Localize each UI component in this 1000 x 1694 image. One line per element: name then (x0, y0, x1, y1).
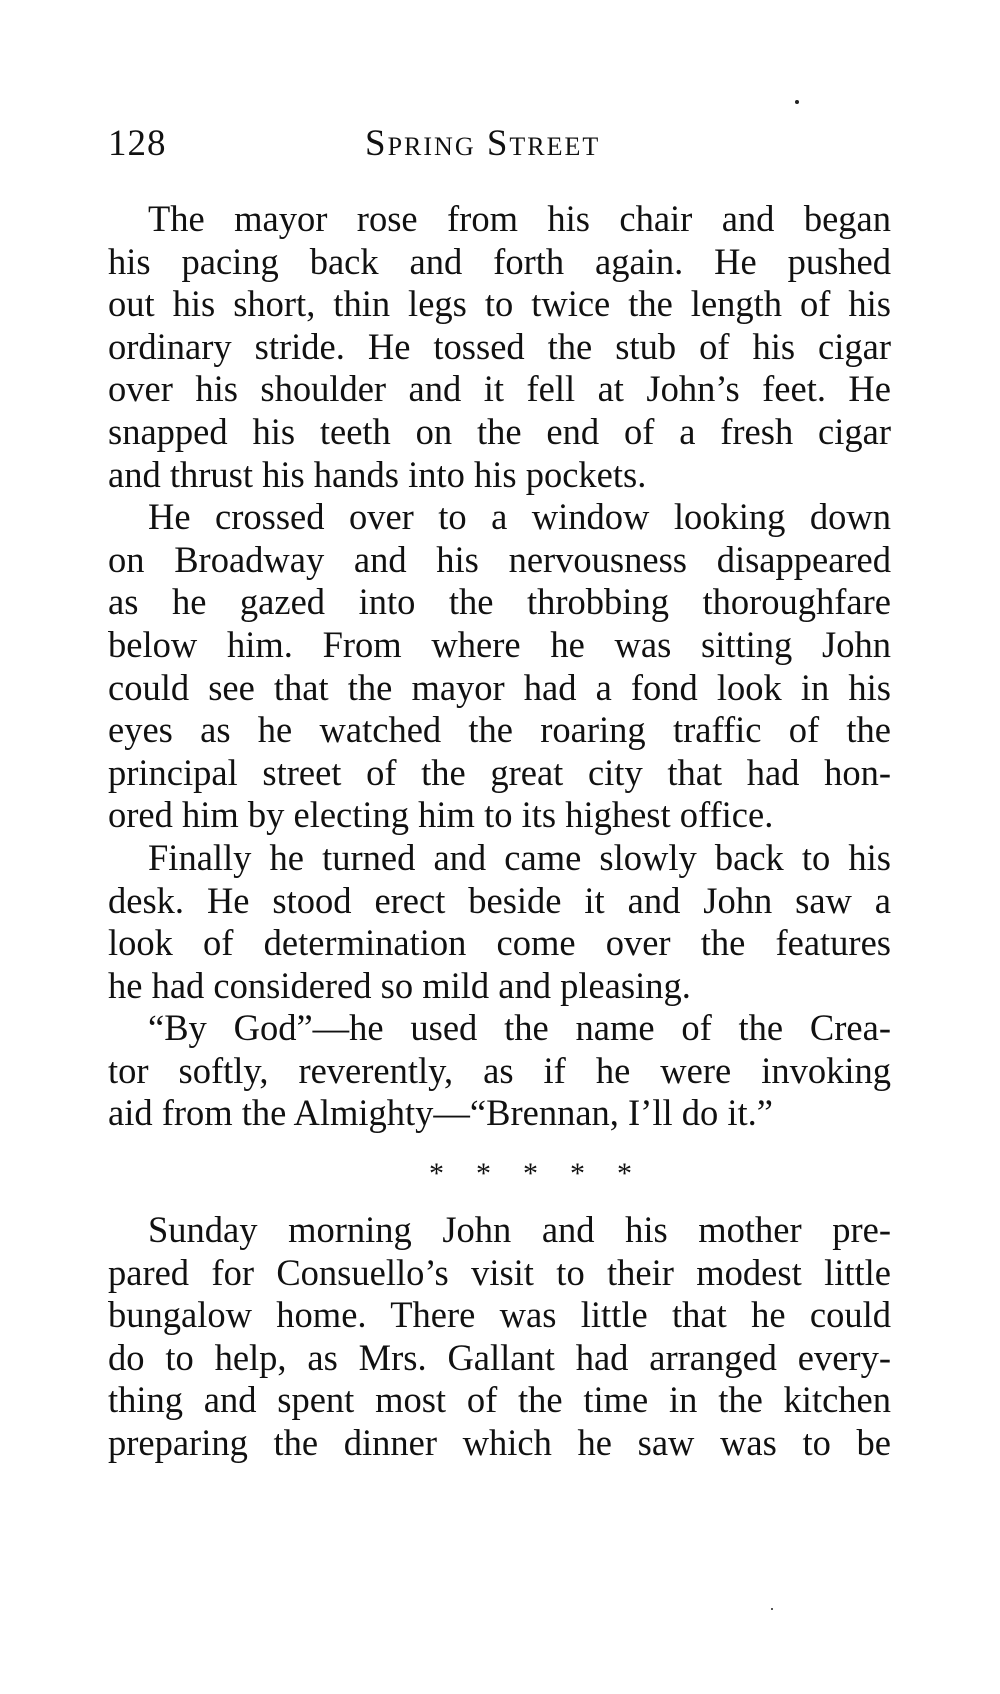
text-line: principal street of the great city that had hon- (108, 751, 891, 793)
text-line: The mayor rose from his chair and began (148, 198, 891, 239)
text-line: do to help, as Mrs. Gallant had arranged every- (108, 1336, 891, 1378)
text-line: desk. He stood erect beside it and John saw a (108, 879, 891, 921)
text-line: eyes as he watched the roaring traffic of the (108, 709, 891, 751)
asterisk: * (523, 1157, 538, 1191)
text-line: preparing the dinner which he saw was to be (108, 1422, 891, 1464)
asterisk: * (429, 1157, 444, 1191)
text-line: ored him by electing him to its highest office. (108, 794, 774, 836)
text-line: tor softly, reverently, as if he were invoking (108, 1049, 891, 1091)
asterisk: * (570, 1157, 585, 1191)
paragraph-2 (108, 496, 891, 837)
paragraph-4 (108, 1007, 891, 1135)
section-break (108, 1135, 891, 1209)
print-speck (771, 1608, 773, 1610)
text-line: as he gazed into the throbbing thoroughfare (108, 581, 891, 623)
text-line: could see that the mayor had a fond look in his (108, 666, 891, 708)
text-line: Finally he turned and came slowly back to his (148, 836, 891, 878)
text-line: Sunday morning John and his mother pre- (148, 1209, 891, 1251)
text-line: on Broadway and his nervousness disappeared (108, 538, 891, 580)
paragraph-3 (108, 837, 891, 1007)
running-head (108, 122, 888, 172)
print-speck (795, 100, 799, 104)
body-text (108, 198, 891, 1465)
text-line: thing and spent most of the time in the kitchen (108, 1379, 891, 1421)
paragraph-1 (108, 198, 891, 496)
text-line: he had considered so mild and pleasing. (108, 964, 691, 1006)
text-line: below him. From where he was sitting John (108, 623, 891, 665)
text-line: He crossed over to a window looking down (148, 496, 891, 538)
text-line: “By God”—he used the name of the Crea- (148, 1007, 891, 1049)
text-line: look of determination come over the features (108, 922, 891, 964)
text-line: out his short, thin legs to twice the length of his (108, 283, 891, 325)
text-line: and thrust his hands into his pockets. (108, 453, 647, 495)
text-line: ordinary stride. He tossed the stub of his cigar (108, 325, 891, 367)
running-title: Spring Street (365, 123, 601, 164)
text-line: aid from the Almighty—“Brennan, I’ll do it.” (108, 1092, 773, 1134)
paragraph-5 (108, 1209, 891, 1465)
text-line: bungalow home. There was little that he could (108, 1294, 891, 1336)
asterisk: * (476, 1157, 491, 1191)
page-number: 128 (108, 123, 167, 164)
text-line: over his shoulder and it fell at John’s feet. He (108, 368, 891, 410)
text-line: his pacing back and forth again. He pushed (108, 240, 891, 282)
asterisk: * (617, 1157, 632, 1191)
text-line: snapped his teeth on the end of a fresh cigar (108, 410, 891, 452)
text-line: pared for Consuello’s visit to their modest little (108, 1251, 891, 1293)
